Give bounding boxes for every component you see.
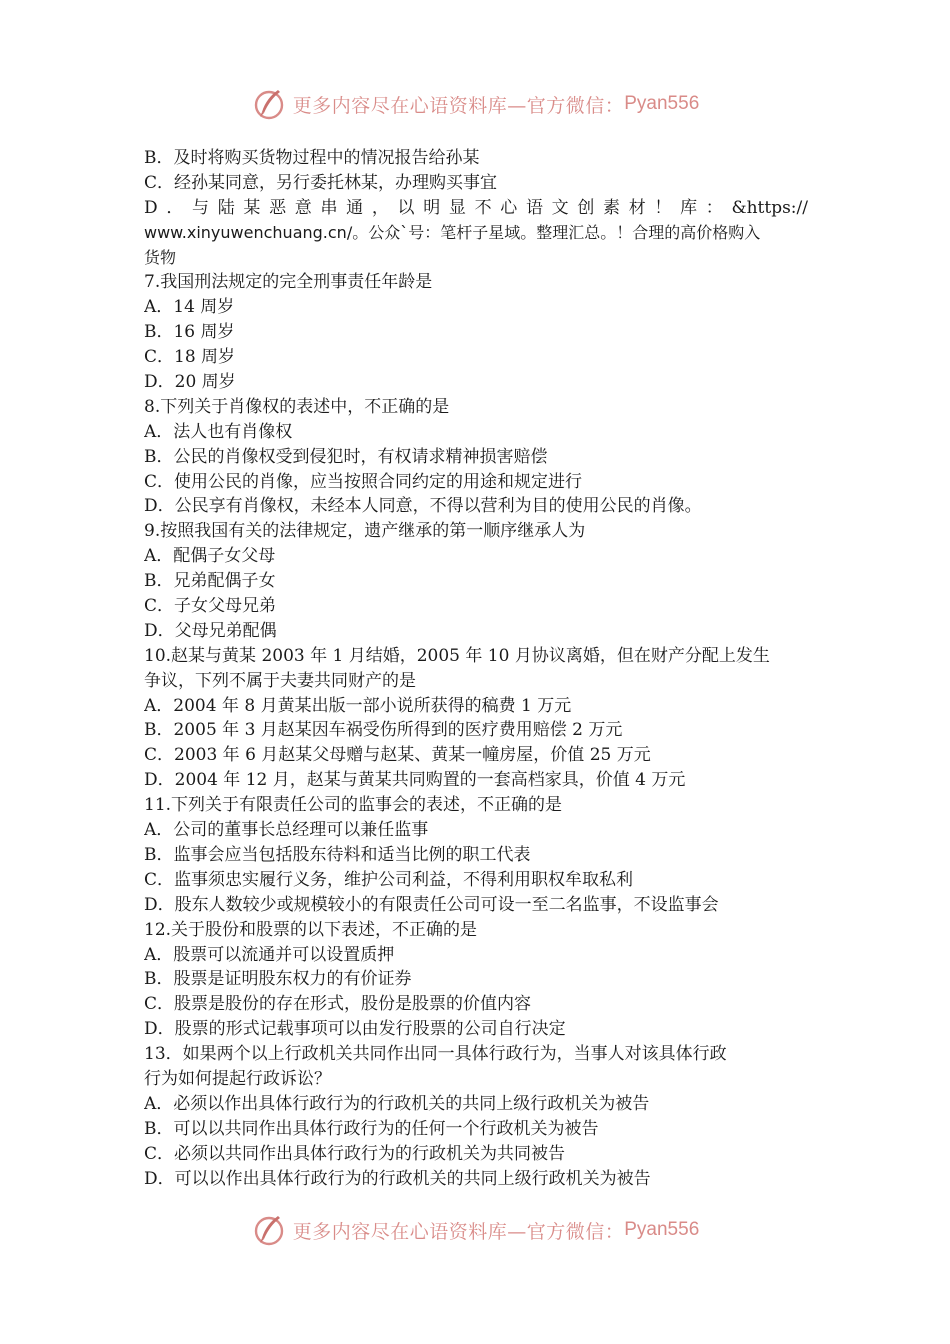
answer-option: B．2005 年 3 月赵某因车祸受伤所得到的医疗费用赔偿 2 万元 [144,720,623,741]
answer-option: B．兄弟配偶子女 [144,571,276,592]
answer-option: B．监事会应当包括股东待料和适当比例的职工代表 [144,844,531,865]
text-line: B．及时将购买货物过程中的情况报告给孙某 [144,148,480,168]
answer-option: D．股票的形式记载事项可以由发行股票的公司自行决定 [144,1019,566,1040]
answer-option: A．2004 年 8 月黄某出版一部小说所获得的稿费 1 万元 [144,695,572,716]
answer-option: C．子女父母兄弟 [144,596,277,617]
answer-option: D．可以以作出具体行政行为的行政机关的共同上级行政机关为被告 [144,1168,651,1189]
answer-option: C．2003 年 6 月赵某父母赠与赵某、黄某一幢房屋，价值 25 万元 [144,745,651,766]
question-title: 12.关于股份和股票的以下表述，不正确的是 [144,919,478,940]
answer-option: A．配偶子女父母 [144,546,276,567]
footer-banner-text: 更多内容尽在心语资料库—官方微信： [292,1220,625,1243]
question-title: 争议，下列不属于夫妻共同财产的是 [144,670,416,691]
answer-option: A．法人也有肖像权 [144,421,293,442]
answer-option: C．必须以共同作出具体行政行为的行政机关为共同被告 [144,1143,566,1164]
answer-option: B．可以以共同作出具体行政行为的任何一个行政机关为被告 [144,1118,599,1139]
answer-option: D．股东人数较少或规模较小的有限责任公司可设一至二名监事，不设监事会 [144,894,719,915]
question-title: 行为如何提起行政诉讼？ [144,1068,331,1089]
quill-pen-circle-icon [251,86,287,122]
answer-option: D．父母兄弟配偶 [144,620,277,641]
header-watermark-banner [0,84,950,124]
answer-option: A．股票可以流通并可以设置质押 [144,944,395,965]
question-title: 11.下列关于有限责任公司的监事会的表述，不正确的是 [144,795,563,816]
answer-option: C．18 周岁 [144,347,236,368]
text-line: www.xinyuwenchuang.cn/。公众`号：笔杆子星域。整理汇总。！合理的高价格购入 [144,222,761,242]
question-title: 13．如果两个以上行政机关共同作出同一具体行政行为，当事人对该具体行政 [144,1044,727,1065]
answer-option: C．股票是股份的存在形式，股份是股票的价值内容 [144,994,532,1015]
question-title: 10.赵某与黄某 2003 年 1 月结婚，2005 年 10 月协议离婚，但在财产分配上发生 [144,645,770,666]
document-body [144,146,808,1191]
answer-option: D．公民享有肖像权，未经本人同意，不得以营利为目的使用公民的肖像。 [144,496,702,517]
answer-option: C．监事须忠实履行义务，维护公司利益，不得利用职权牟取私利 [144,869,634,890]
answer-option: B．公民的肖像权受到侵犯时，有权请求精神损害赔偿 [144,446,548,467]
answer-option: D．20 周岁 [144,372,236,393]
footer-watermark-banner [0,1210,950,1250]
answer-option: A．14 周岁 [144,297,235,318]
answer-option: C．使用公民的肖像，应当按照合同约定的用途和规定进行 [144,471,583,492]
answer-option: D．2004 年 12 月，赵某与黄某共同购置的一套高档家具，价值 4 万元 [144,770,686,791]
footer-banner-handle: Pyan556 [624,1219,700,1240]
text-line: D．与陆某恶意串通，以明显不心语文创素材！库：&https:// [144,197,808,218]
quill-pen-circle-icon [251,1212,287,1248]
answer-option: A．必须以作出具体行政行为的行政机关的共同上级行政机关为被告 [144,1093,650,1114]
answer-option: A．公司的董事长总经理可以兼任监事 [144,820,429,841]
answer-option: B．16 周岁 [144,322,235,343]
answer-option: B．股票是证明股东权力的有价证券 [144,969,412,990]
text-line: C．经孙某同意，另行委托林某，办理购买事宜 [144,172,498,193]
header-banner-handle: Pyan556 [624,93,700,114]
question-title: 9.按照我国有关的法律规定，遗产继承的第一顺序继承人为 [144,521,586,542]
text-line: 货物 [144,247,177,267]
header-banner-text: 更多内容尽在心语资料库—官方微信： [292,94,625,117]
question-title: 8.下列关于肖像权的表述中，不正确的是 [144,396,450,417]
question-title: 7.我国刑法规定的完全刑事责任年龄是 [144,272,433,293]
